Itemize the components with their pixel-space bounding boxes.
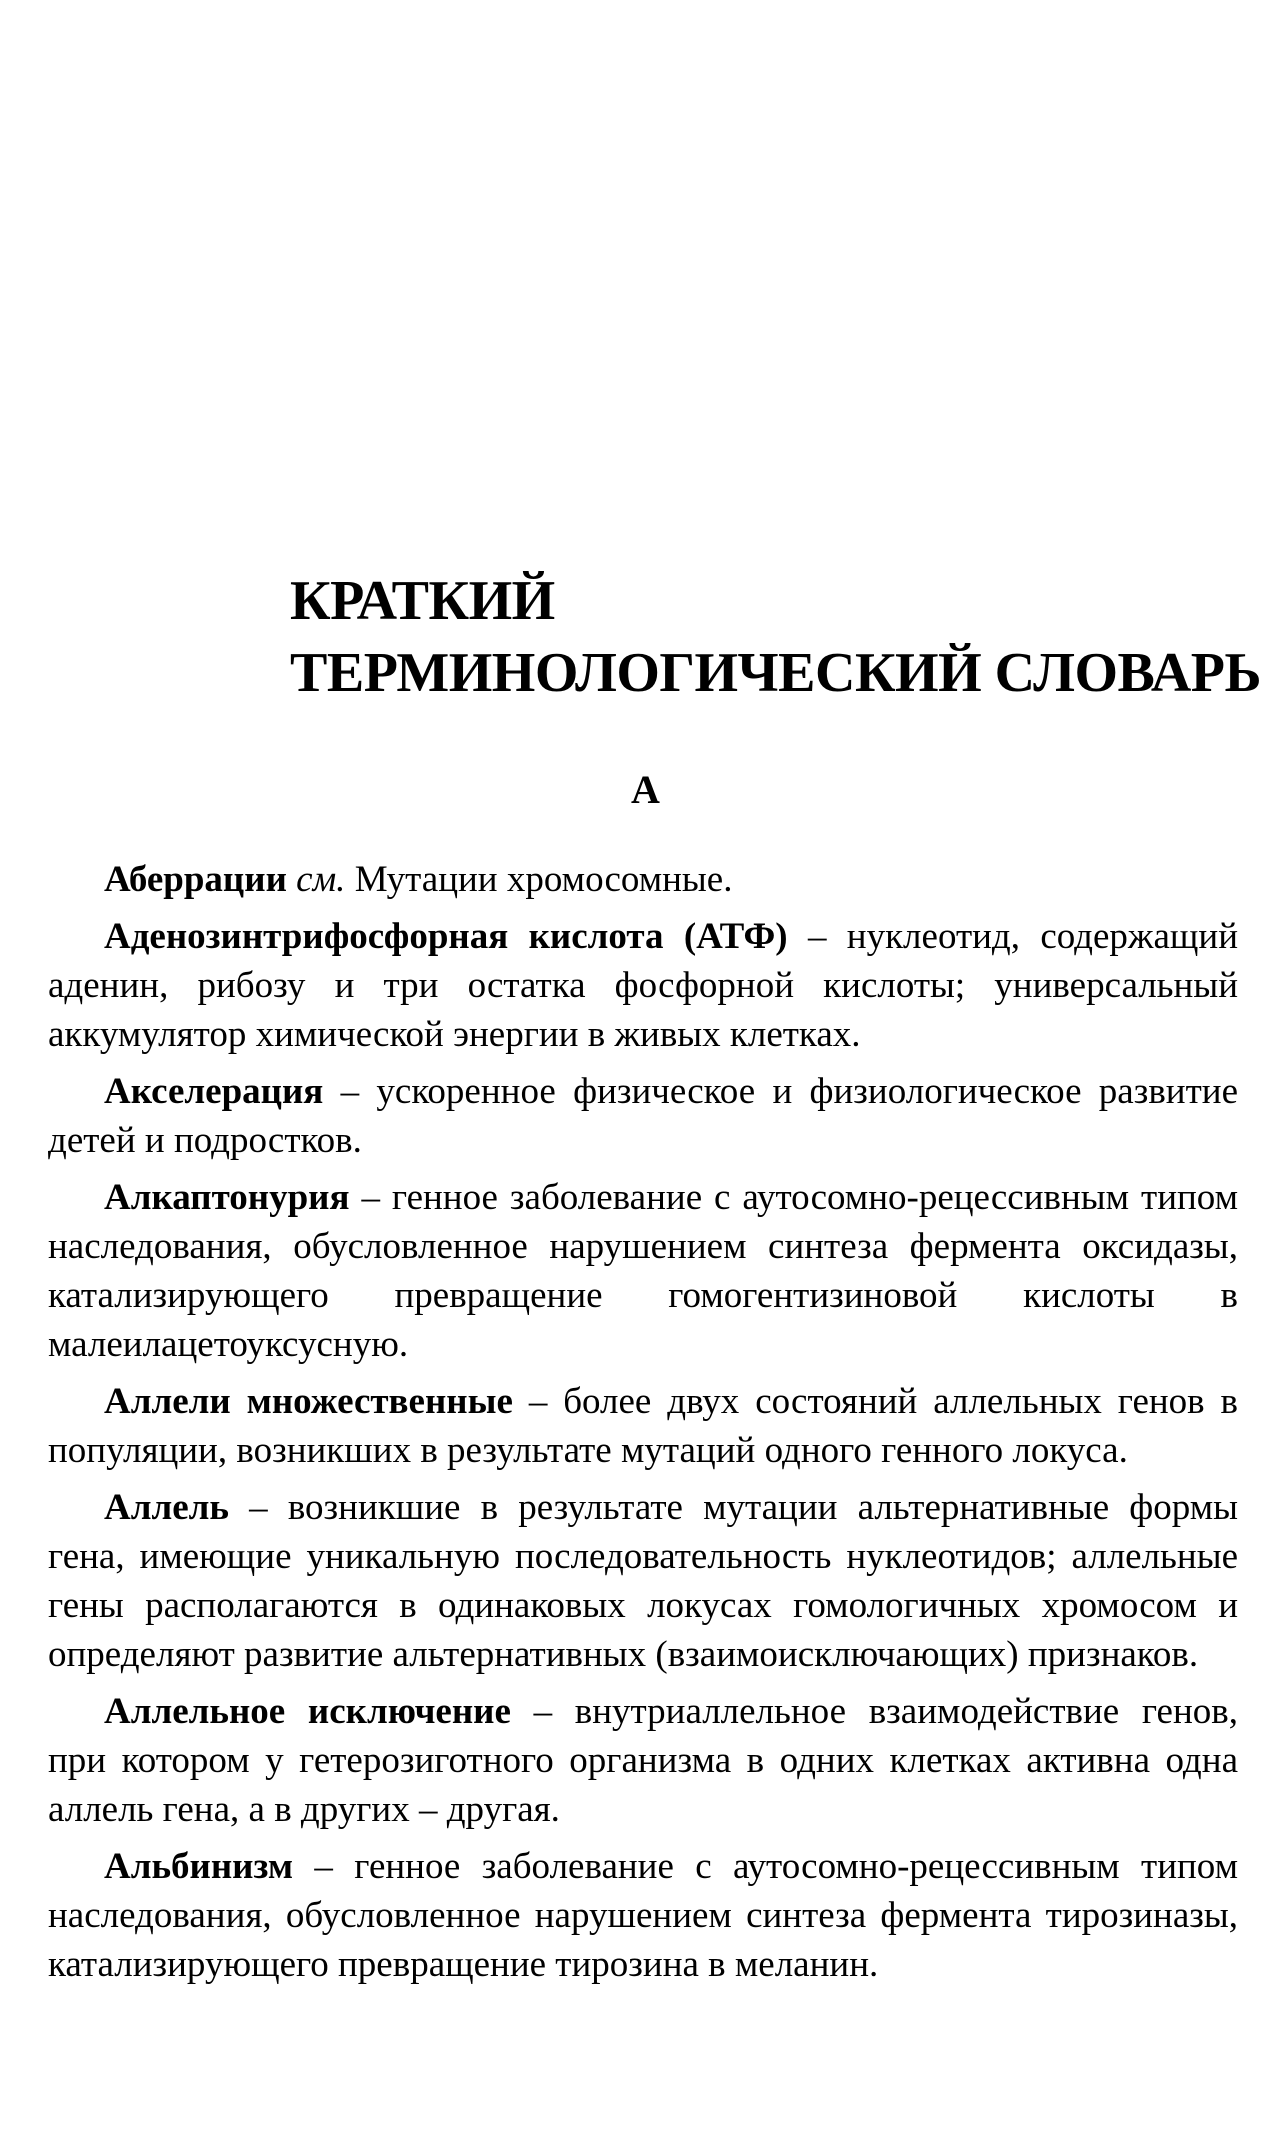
section-letter: А <box>631 767 660 812</box>
title-line-1: КРАТКИЙ <box>290 570 555 632</box>
entry-aberrations <box>48 855 1238 904</box>
entry-list <box>48 855 1238 1997</box>
entry-multiple-alleles <box>48 1377 1238 1475</box>
entry-allelic-exclusion <box>48 1687 1238 1834</box>
entry-allele <box>48 1483 1238 1679</box>
entry-acceleration <box>48 1067 1238 1165</box>
entry-alkaptonuria <box>48 1173 1238 1369</box>
entry-term: Аллели множественные <box>104 1381 513 1422</box>
entry-definition: – более двух состояний аллельных генов в популяции, возникших в результате мутаций одного генного локуса. <box>48 1381 1239 1471</box>
entry-term: Аллель <box>104 1487 229 1528</box>
entry-definition: – генное заболевание с аутосомно-рецессивным типом наследования, обусловленное нарушением синтеза фермента оксидазы, катализирующего превращение гомогентизиновой кислоты в малеилацетоуксусную. <box>48 1177 1239 1365</box>
entry-term: Аберрации <box>104 859 287 900</box>
entry-reference-marker: см. <box>296 859 346 900</box>
entry-term: Алкаптонурия <box>104 1177 350 1218</box>
entry-definition: – внутриаллельное взаимодействие генов, при котором у гетерозиготного организма в одних клетках активна одна аллель гена, а в других – другая. <box>48 1691 1238 1830</box>
title-line-2: ТЕРМИНОЛОГИЧЕСКИЙ СЛОВАРЬ <box>290 642 1261 704</box>
entry-albinism <box>48 1842 1238 1989</box>
entry-definition: – нуклеотид, содержащий аденин, рибозу и три остатка фосфорной кислоты; универсальный аккумулятор химической энергии в живых клетках. <box>48 916 1239 1055</box>
entry-definition: – возникшие в результате мутации альтернативные формы гена, имеющие уникальную последовательность нуклеотидов; аллельные гены располагаются в одинаковых локусах гомологичных хромосом и определяют развитие альтернативных (взаимоисключающих) признаков. <box>48 1487 1238 1675</box>
entry-definition: Мутации хромосомные. <box>354 859 733 900</box>
entry-term: Акселерация <box>104 1071 324 1112</box>
entry-term: Аллельное исключение <box>104 1691 511 1732</box>
entry-term: Альбинизм <box>104 1846 294 1887</box>
entry-definition: – ускоренное физическое и физиологическое развитие детей и подростков. <box>48 1071 1239 1161</box>
entry-term: Аденозинтрифосфорная кислота (АТФ) <box>104 916 788 957</box>
page-title <box>290 565 1261 709</box>
entry-definition: – генное заболевание с аутосомно-рецессивным типом наследования, обусловленное нарушением синтеза фермента тирозиназы, катализирующего превращение тирозина в меланин. <box>48 1846 1239 1985</box>
entry-atp <box>48 912 1238 1059</box>
